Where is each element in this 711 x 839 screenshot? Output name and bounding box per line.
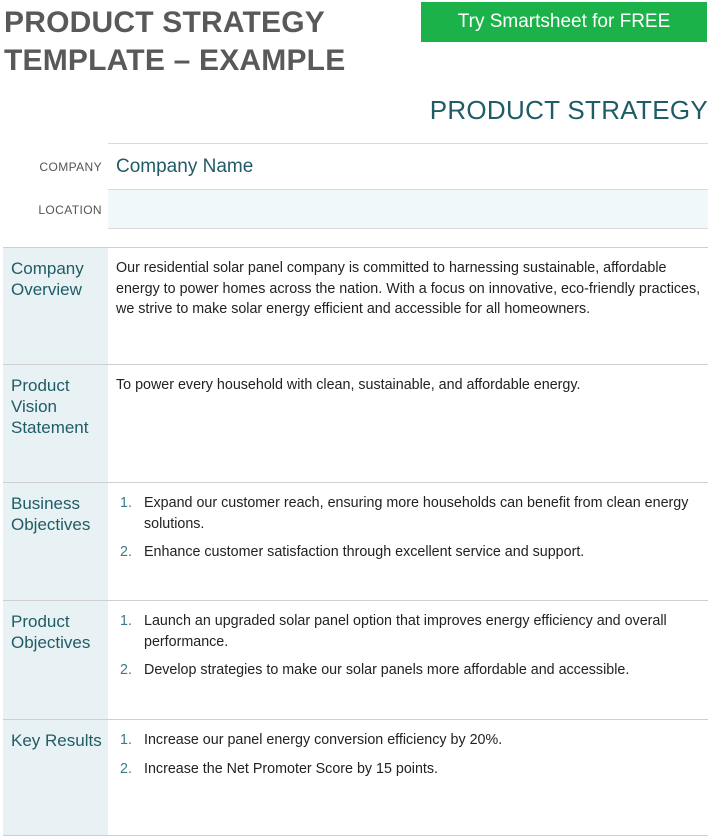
list-item-text: Increase the Net Promoter Score by 15 points. <box>144 760 439 777</box>
product-vision-label: Product Vision Statement <box>3 365 108 482</box>
company-label: COMPANY <box>39 159 102 174</box>
list-number: 1. <box>120 732 132 748</box>
list-item-text: Enhance customer satisfaction through excellent service and support. <box>144 544 585 560</box>
location-field[interactable] <box>108 190 708 229</box>
business-objectives-list[interactable] <box>108 483 708 600</box>
list-item-text: Launch an upgraded solar panel option that improves energy efficiency and overall performance. <box>144 613 667 650</box>
title-line-2: TEMPLATE – EXAMPLE <box>4 44 346 77</box>
product-vision-section <box>3 364 708 482</box>
list-number: 2. <box>120 544 132 560</box>
list-number: 1. <box>120 613 132 629</box>
product-objectives-list[interactable] <box>108 601 708 719</box>
business-objectives-section <box>3 482 708 600</box>
try-smartsheet-button[interactable]: Try Smartsheet for FREE <box>421 2 707 42</box>
list-item-text: Increase our panel energy conversion efficiency by 20%. <box>144 732 503 748</box>
list-item <box>116 493 704 534</box>
list-item-text: Develop strategies to make our solar panels more affordable and accessible. <box>144 662 630 678</box>
list-item <box>116 730 704 751</box>
strategy-heading: PRODUCT STRATEGY <box>429 95 708 125</box>
company-overview-label: Company Overview <box>3 248 108 364</box>
key-results-section <box>3 719 708 836</box>
product-objectives-section <box>3 600 708 719</box>
location-label: LOCATION <box>38 202 102 217</box>
key-results-label: Key Results <box>3 720 108 835</box>
location-row <box>0 190 708 229</box>
company-row <box>0 143 708 190</box>
list-item <box>116 611 704 652</box>
business-objectives-label: Business Objectives <box>3 483 108 600</box>
key-results-list[interactable] <box>108 720 708 835</box>
list-item <box>116 542 704 563</box>
list-item <box>116 759 704 780</box>
list-item-text: Expand our customer reach, ensuring more households can benefit from clean energy solutions. <box>144 495 689 532</box>
company-overview-section <box>3 247 708 364</box>
list-number: 2. <box>120 760 132 777</box>
list-number: 1. <box>120 495 132 511</box>
company-overview-text[interactable]: Our residential solar panel company is committed to harnessing sustainable, affordable energy to power homes across the nation. With a focus on innovative, eco-friendly practices, we strive to make solar energy efficient and accessible for all homeowners. <box>116 260 701 317</box>
product-vision-text[interactable]: To power every household with clean, sustainable, and affordable energy. <box>116 377 581 393</box>
list-number: 2. <box>120 662 132 678</box>
company-name-field[interactable]: Company Name <box>108 143 708 190</box>
title-line-1: PRODUCT STRATEGY <box>4 6 325 39</box>
product-objectives-label: Product Objectives <box>3 601 108 719</box>
document-title <box>4 4 345 80</box>
list-item <box>116 660 704 681</box>
